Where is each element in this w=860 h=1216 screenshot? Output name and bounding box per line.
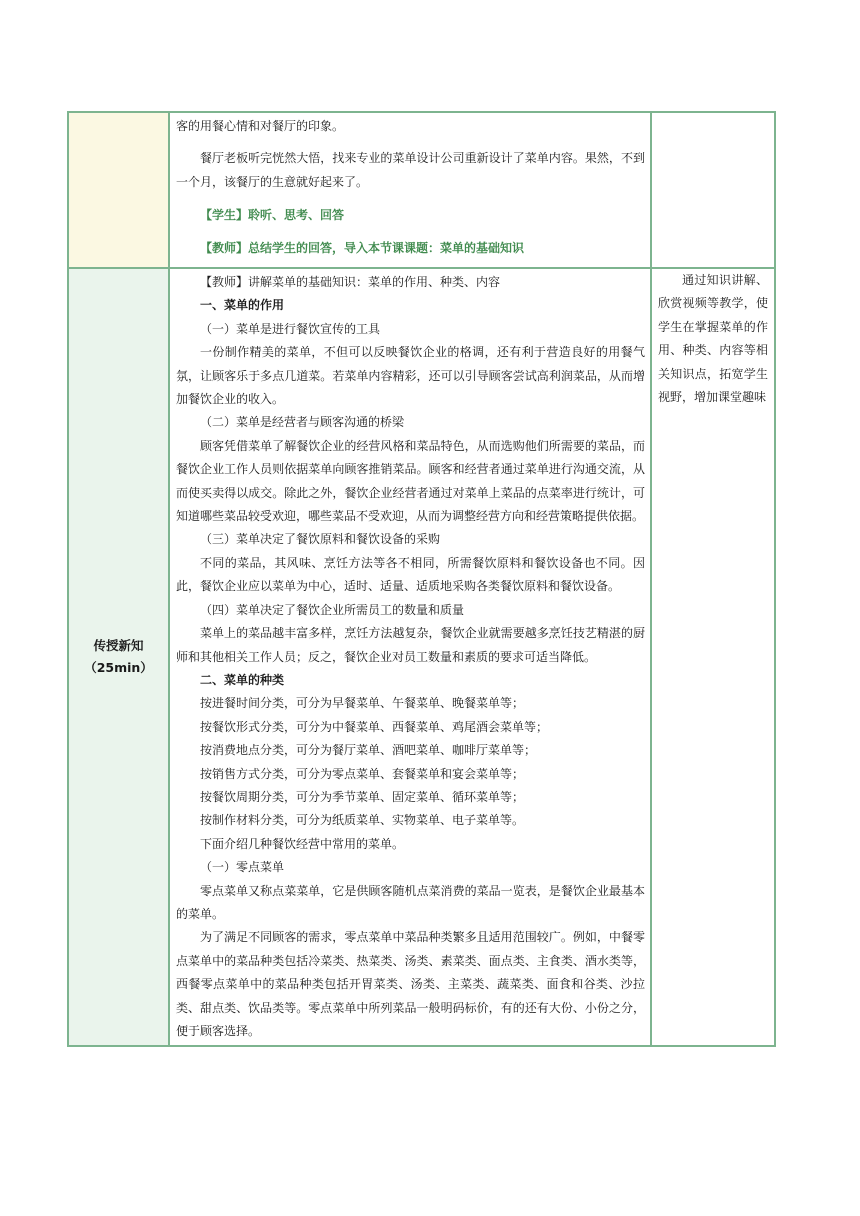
content-paragraph: （一）零点菜单 bbox=[200, 860, 285, 875]
main-content bbox=[170, 269, 650, 1045]
teaching-note bbox=[652, 269, 774, 409]
content-paragraph: 下面介绍几种餐饮经营中常用的菜单。 bbox=[200, 836, 405, 851]
intro-note-cell bbox=[651, 112, 775, 268]
content-paragraph: 按消费地点分类，可分为餐厅菜单、酒吧菜单、咖啡厅菜单等； bbox=[200, 743, 537, 758]
content-paragraph: 按餐饮形式分类，可分为中餐菜单、西餐菜单、鸡尾酒会菜单等； bbox=[200, 719, 549, 734]
stage-time: （25min） bbox=[84, 660, 153, 676]
main-content-cell bbox=[169, 268, 651, 1046]
content-paragraph: （二）菜单是经营者与顾客沟通的桥梁 bbox=[200, 415, 405, 430]
main-note-cell bbox=[651, 268, 775, 1046]
main-row bbox=[68, 268, 775, 1046]
intro-row bbox=[68, 112, 775, 268]
content-paragraph: 一份制作精美的菜单，不但可以反映餐饮企业的格调，还有利于营造良好的用餐气氛，让顾客乐于多点几道菜。若菜单内容精彩，还可以引导顾客尝试高利润菜品，从而增加餐饮企业的收入。 bbox=[176, 345, 645, 407]
content-paragraph: 为了满足不同顾客的需求，零点菜单中菜品种类繁多且适用范围较广。例如，中餐零点菜单中的菜品种类包括冷菜类、热菜类、汤类、素菜类、面点类、主食类、酒水类等，西餐零点菜单中的菜品种类包括开胃菜类、汤类、主菜类、蔬菜类、面食和谷类、沙拉类、甜点类、饮品类等。零点菜单中所列菜品一般明码标价，有的还有大份、小份之分，便于顾客选择。 bbox=[176, 930, 645, 1038]
content-paragraph: 按进餐时间分类，可分为早餐菜单、午餐菜单、晚餐菜单等； bbox=[200, 696, 525, 711]
intro-paragraph: 餐厅老板听完恍然大悟，找来专业的菜单设计公司重新设计了菜单内容。果然，不到一个月，该餐厅的生意就好起来了。 bbox=[176, 151, 645, 189]
section-heading: 一、菜单的作用 bbox=[200, 298, 285, 313]
content-paragraph: 按销售方式分类，可分为零点菜单、套餐菜单和宴会菜单等； bbox=[200, 766, 525, 781]
content-paragraph: 零点菜单又称点菜菜单，它是供顾客随机点菜消费的菜品一览表，是餐饮企业最基本的菜单。 bbox=[176, 883, 645, 921]
content-paragraph: 按餐饮周期分类，可分为季节菜单、固定菜单、循环菜单等； bbox=[200, 789, 525, 804]
content-paragraph: 不同的菜品，其风味、烹饪方法等各不相同，所需餐饮原料和餐饮设备也不同。因此，餐饮企业应以菜单为中心，适时、适量、适质地采购各类餐饮原料和餐饮设备。 bbox=[176, 555, 645, 594]
content-paragraph: 按制作材料分类，可分为纸质菜单、实物菜单、电子菜单等。 bbox=[200, 813, 525, 828]
content-paragraph: （一）菜单是进行餐饮宣传的工具 bbox=[200, 321, 381, 336]
intro-content-cell bbox=[169, 112, 651, 268]
intro-paragraph: 客的用餐心情和对餐厅的印象。 bbox=[176, 119, 345, 133]
lesson-plan-table bbox=[67, 111, 776, 1047]
content-paragraph: （三）菜单决定了餐饮原料和餐饮设备的采购 bbox=[200, 532, 441, 547]
teaching-note-text: 通过知识讲解、欣赏视频等教学，使学生在掌握菜单的作用、种类、内容等相关知识点，拓宽学生视野，增加课堂趣味 bbox=[658, 273, 768, 405]
content-paragraph: 顾客凭借菜单了解餐饮企业的经营风格和菜品特色，从而选购他们所需要的菜品，而餐饮企业工作人员则依据菜单向顾客推销菜品。顾客和经营者通过菜单进行沟通交流，从而使买卖得以成交。除此之外，餐饮企业经营者通过对菜单上菜品的点菜率进行统计，可知道哪些菜品较受欢迎，哪些菜品不受欢迎，从而为调整经营方向和经营策略提供依据。 bbox=[176, 438, 645, 524]
content-paragraph: 【教师】讲解菜单的基础知识：菜单的作用、种类、内容 bbox=[200, 275, 501, 289]
stage-title: 传授新知 bbox=[93, 638, 144, 654]
content-paragraph: （四）菜单决定了餐饮企业所需员工的数量和质量 bbox=[200, 602, 465, 617]
main-stage-cell bbox=[68, 268, 169, 1046]
teacher-summary: 【教师】总结学生的回答，导入本节课课题：菜单的基础知识 bbox=[200, 240, 525, 255]
content-paragraph: 菜单上的菜品越丰富多样，烹饪方法越复杂，餐饮企业就需要越多烹饪技艺精湛的厨师和其他相关工作人员；反之，餐饮企业对员工数量和素质的要求可适当降低。 bbox=[176, 626, 645, 664]
student-activity: 【学生】聆听、思考、回答 bbox=[200, 208, 345, 223]
section-heading: 二、菜单的种类 bbox=[200, 672, 285, 687]
intro-stage-cell bbox=[68, 112, 169, 268]
